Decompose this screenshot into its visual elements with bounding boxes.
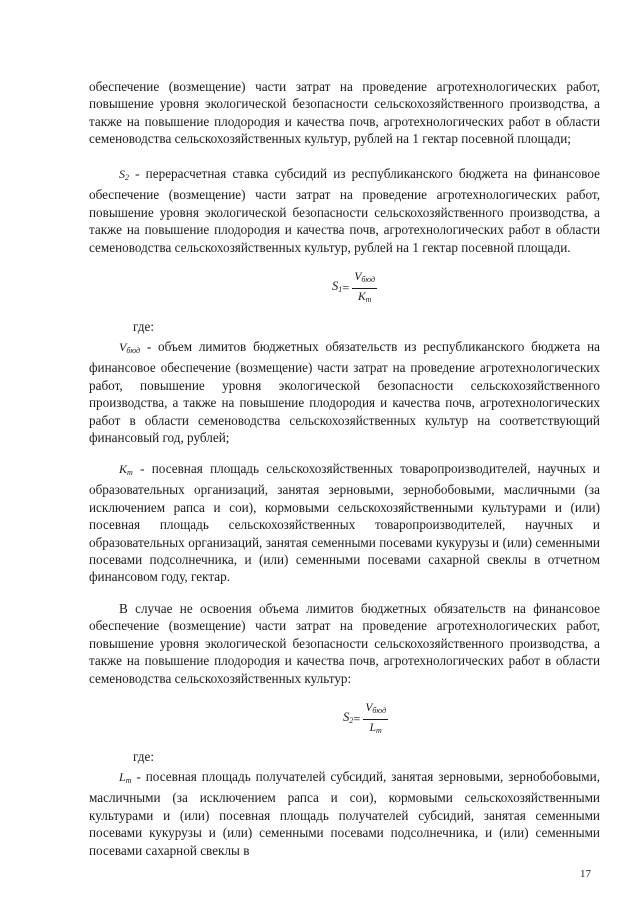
formula-s2-lhs: $S_2$	[343, 710, 354, 726]
paragraph-s2-definition	[89, 165, 600, 256]
formula-s1	[332, 270, 377, 307]
formula-s2-fraction	[363, 701, 388, 738]
s2-symbol: $S_2$	[119, 167, 129, 182]
paragraph-unspent-limits: В случае не освоения объема лимитов бюджетных обязательств на финансовое обеспечение (возмещение) части затрат на проведение агротехнологических работ, повышение уровня экологической безопасности сельскохозяйственного производства, а также на повышение плодородия и качества почв, агротехнологических работ в области семеноводства сельскохозяйственных культур:	[89, 601, 600, 686]
formula-s2-denominator: $L_т$	[369, 722, 382, 735]
formula-s1-numerator: $V_{бюд}$	[352, 270, 377, 289]
s2-definition-text: - перерасчетная ставка субсидий из республиканского бюджета на финансовое обеспечение (возмещение) части затрат на проведение агротехнологических работ, повышение уровня экологической безопасности сельскохозяйственного производства, а также на повышение плодородия и качества почв, агротехнологических работ в области семеноводства сельскохозяйственных культур, рублей на 1 гектар посевной площади.	[89, 166, 600, 255]
kt-symbol: $K_т$	[119, 462, 133, 477]
formula-s2-numerator: $V_{бюд}$	[363, 701, 388, 720]
formula-s1-fraction	[352, 270, 377, 307]
kt-definition-text: - посевная площадь сельскохозяйственных товаропроизводителей, научных и образовательных организаций, занятая зерновыми, зернобобовыми, масличными (за исключением рапса и сои), кормовыми сельскохозяйственными культурами и (или) посевная площадь сельскохозяйственных товаропроизводителей, научных и образовательных организаций, занятая семенными посевами кукурузы и (или) семенными посевами подсолнечника, и (или) семенными посевами сахарной свеклы в отчетном финансовом году, гектар.	[89, 461, 600, 585]
lt-definition-text: - посевная площадь получателей субсидий, занятая зерновыми, зернобобовыми, масличными (за исключением рапса и сои), кормовыми сельскохозяйственными культурами и (или) посевная площадь получателей субсидий, занятая семенными посевами кукурузы и (или) семенными посевами подсолнечника, и (или) семенными посевами сахарной свеклы в	[89, 769, 600, 858]
formula-s1-lhs: $S_1$	[332, 279, 343, 295]
paragraph-vbud-definition	[89, 338, 600, 446]
page-number: 17	[580, 868, 591, 880]
formula-s1-denominator: $K_т$	[357, 291, 372, 304]
where-label-2: где:	[133, 749, 154, 764]
vbud-definition-text: - объем лимитов бюджетных обязательств из республиканского бюджета на финансовое обеспечение (возмещение) части затрат на проведение агротехнологических работ, повышение уровня экологической безопасности сельскохозяйственного производства, а также на повышение плодородия и качества почв, агротехнологических работ в области семеноводства сельскохозяйственных культур на соответствующий финансовый год, рублей;	[89, 339, 600, 446]
vbud-symbol: $V_{бюд}$	[119, 340, 141, 355]
formula-s2	[343, 701, 388, 738]
lt-symbol: $L_т$	[119, 770, 132, 785]
paragraph-lt-definition	[89, 768, 600, 859]
where-label-1: где:	[133, 319, 154, 334]
formula-s2-equals: =	[353, 711, 361, 726]
paragraph-intro-continuation: обеспечение (возмещение) части затрат на проведение агротехнологических работ, повышение уровня экологической безопасности сельскохозяйственного производства, а также на повышение плодородия и качества почв, агротехнологических работ в области семеноводства сельскохозяйственных культур, рублей на 1 гектар посевной площади;	[89, 79, 600, 147]
paragraph-kt-definition	[89, 460, 600, 586]
formula-s1-equals: =	[342, 280, 350, 295]
